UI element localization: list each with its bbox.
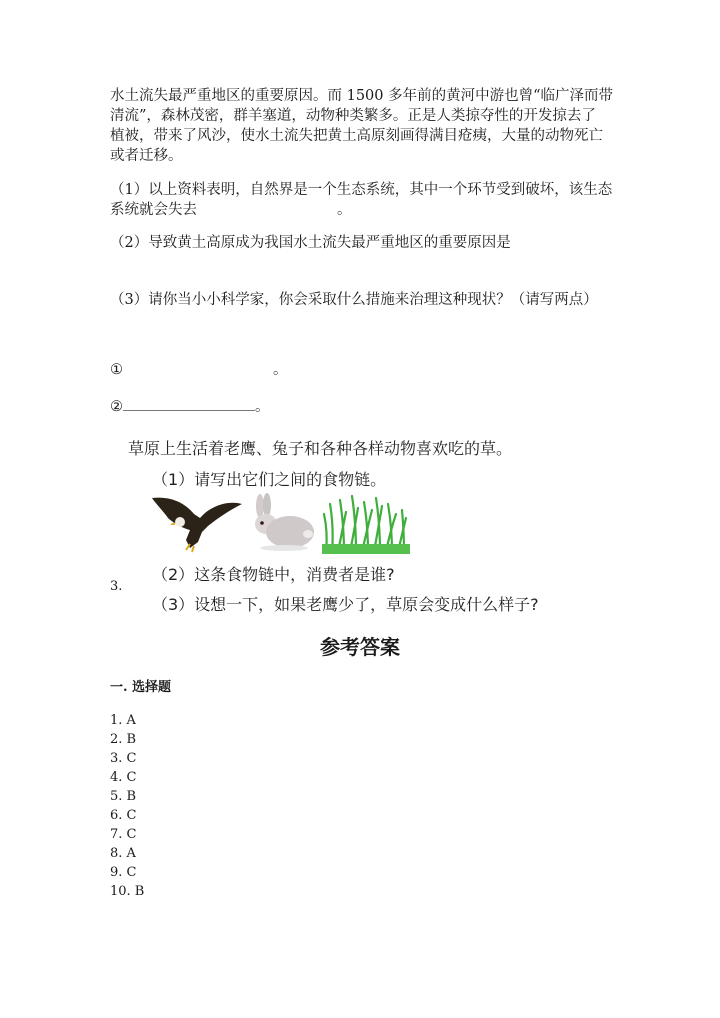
answer-blank[interactable] — [123, 396, 255, 411]
list-item: 4. C — [110, 770, 137, 785]
list-item: 2. B — [110, 732, 137, 747]
question-3-sub-1: （1）请写出它们之间的食物链。 — [152, 470, 387, 489]
list-item: 3. C — [110, 751, 137, 766]
answer-section-title: 参考答案 — [320, 635, 400, 659]
rabbit-icon — [246, 492, 320, 554]
question-1-line-2 — [110, 200, 615, 220]
passage — [110, 86, 615, 166]
period: 。 — [337, 202, 352, 218]
passage-line: 清流”，森林茂密，群羊塞道，动物种类繁多。正是人类掠夺性的开发掠去了 — [110, 108, 596, 124]
list-item: 6. C — [110, 808, 137, 823]
answer-list — [110, 711, 144, 901]
grass-image — [322, 492, 410, 554]
question-2: （2）导致黄土高原成为我国水土流失最严重地区的重要原因是 — [110, 235, 511, 251]
question-1-line-1: （1）以上资料表明，自然界是一个生态系统，其中一个环节受到破坏，该生态 — [110, 182, 613, 198]
circle-one-marker: ① — [110, 362, 123, 378]
list-item: 8. A — [110, 846, 136, 861]
passage-line: 植被，带来了风沙，使水土流失把黄土高原刻画得满目疮痍，大量的动物死亡 — [110, 128, 603, 144]
rabbit-image — [246, 492, 320, 554]
eagle-image — [150, 492, 244, 554]
question-3-sub-2: （2）这条食物链中，消费者是谁? — [152, 565, 395, 584]
question-3-sub-3: （3）设想一下，如果老鹰少了，草原会变成什么样子? — [152, 595, 539, 614]
answer-line-1 — [110, 360, 615, 380]
list-item: 5. B — [110, 789, 137, 804]
question-3: （3）请你当小小科学家，你会采取什么措施来治理这种现状？（请写两点） — [110, 292, 598, 308]
period: 。 — [255, 399, 270, 415]
question-3-intro: 草原上生活着老鹰、兔子和各种各样动物喜欢吃的草。 — [128, 439, 513, 458]
section-label: 一. 选择题 — [110, 680, 172, 695]
list-item: 10. B — [110, 884, 145, 899]
circle-two-marker: ② — [110, 399, 123, 415]
list-item: 1. A — [110, 713, 136, 728]
question-1-text: 系统就会失去 — [110, 202, 197, 218]
answer-line-2 — [110, 396, 615, 417]
list-item: 9. C — [110, 865, 137, 880]
passage-line: 或者迁移。 — [110, 148, 183, 164]
question-number: 3. — [110, 579, 123, 594]
grass-icon — [322, 492, 410, 554]
passage-line: 水土流失最严重地区的重要原因。而 1500 多年前的黄河中游也曾“临广泽而带 — [110, 88, 614, 104]
eagle-icon — [150, 492, 244, 554]
list-item: 7. C — [110, 827, 137, 842]
question-1 — [110, 180, 615, 220]
period: 。 — [273, 362, 288, 378]
